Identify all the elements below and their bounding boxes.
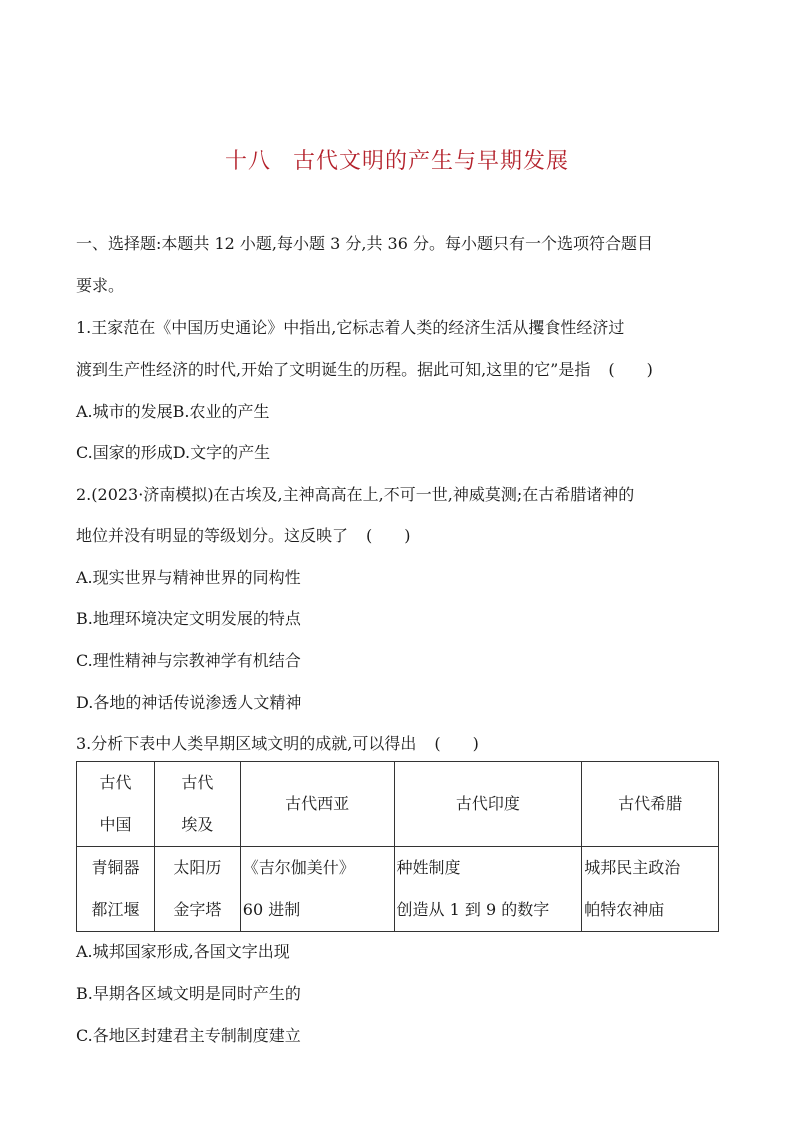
q2-stem-line2 — [76, 523, 726, 546]
table-cell: 《吉尔伽美什》 60 进制 — [240, 847, 394, 932]
q3-option-a: A.城邦国家形成,各国文字出现 — [76, 942, 290, 961]
q1-stem-line2 — [76, 357, 726, 380]
q2-option-c: C.理性精神与宗教神学有机结合 — [76, 651, 301, 670]
q1-option-cd: C.国家的形成D.文字的产生 — [76, 443, 271, 462]
section-heading-line2: 要求。 — [76, 276, 125, 295]
q2-stem-line1: 2.(2023·济南模拟)在古埃及,主神高高在上,不可一世,神威莫测;在古希腊诸神的 — [76, 485, 635, 504]
q1-answer-paren: ( ) — [608, 360, 653, 379]
table-header-cell: 古代 中国 — [77, 762, 155, 847]
table-header-cell: 古代希腊 — [582, 762, 719, 847]
q3-option-b: B.早期各区域文明是同时产生的 — [76, 984, 301, 1003]
q2-answer-paren: ( ) — [366, 526, 411, 545]
table-header-row — [77, 762, 719, 847]
q2-option-d: D.各地的神话传说渗透人文精神 — [76, 693, 302, 712]
table-header-cell: 古代印度 — [394, 762, 582, 847]
q3-stem-text: 3.分析下表中人类早期区域文明的成就,可以得出 — [76, 734, 417, 753]
table-cell: 太阳历 金字塔 — [154, 847, 240, 932]
civilization-table — [76, 761, 719, 932]
q2-stem-text: 地位并没有明显的等级划分。这反映了 — [76, 526, 349, 545]
table-cell: 城邦民主政治 帕特农神庙 — [582, 847, 719, 932]
section-heading-line1: 一、选择题:本题共 12 小题,每小题 3 分,共 36 分。每小题只有一个选项符合题目 — [76, 234, 653, 253]
q1-stem-text: 渡到生产性经济的时代,开始了文明诞生的历程。据此可知,这里的它”是指 — [76, 360, 591, 379]
table-header-cell: 古代 埃及 — [154, 762, 240, 847]
table-cell: 青铜器 都江堰 — [77, 847, 155, 932]
title-number: 十八 — [224, 149, 271, 174]
q3-answer-paren: ( ) — [434, 734, 479, 753]
q3-option-c: C.各地区封建君主专制制度建立 — [76, 1026, 301, 1045]
table-row — [77, 847, 719, 932]
title-text: 古代文明的产生与早期发展 — [293, 149, 570, 174]
page-title — [0, 144, 794, 175]
q2-option-a: A.现实世界与精神世界的同构性 — [76, 568, 301, 587]
q3-stem-line1 — [76, 731, 726, 754]
q2-option-b: B.地理环境决定文明发展的特点 — [76, 609, 301, 628]
table-cell: 种姓制度 创造从 1 到 9 的数字 — [394, 847, 582, 932]
q1-stem-line1: 1.王家范在《中国历史通论》中指出,它标志着人类的经济生活从攫食性经济过 — [76, 318, 625, 337]
table-header-cell: 古代西亚 — [240, 762, 394, 847]
q1-option-ab: A.城市的发展B.农业的产生 — [76, 402, 270, 421]
